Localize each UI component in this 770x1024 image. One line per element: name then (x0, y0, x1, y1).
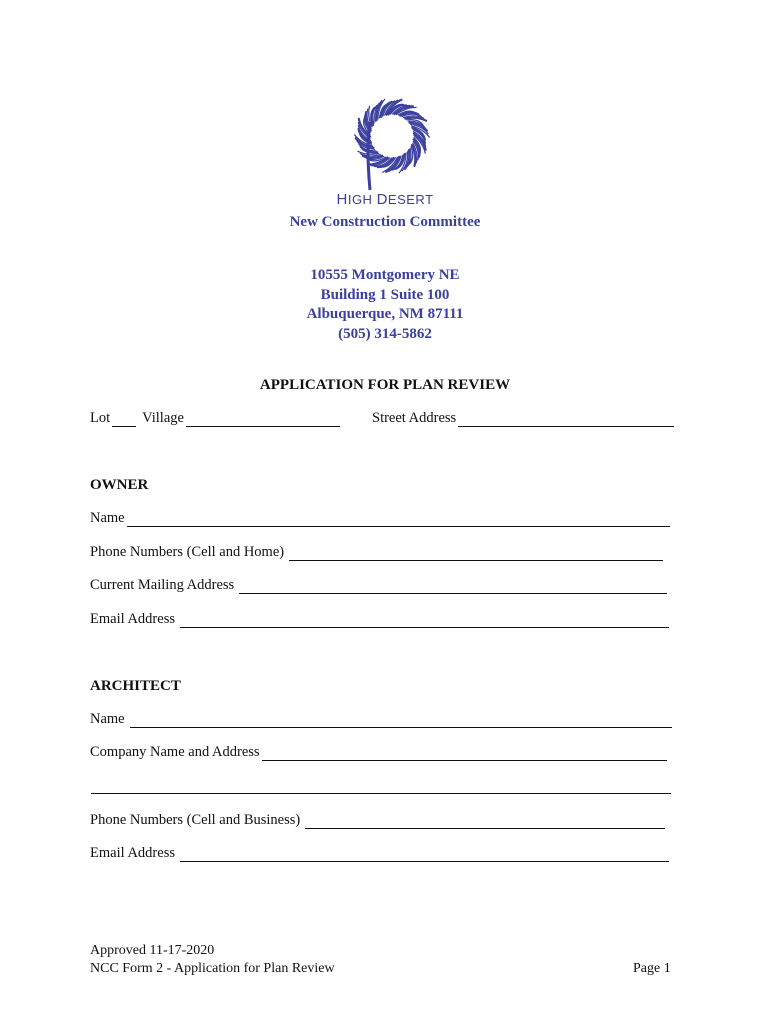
brand-initial-d: D (376, 191, 388, 208)
owner-mailing-row (90, 577, 667, 594)
form-title: APPLICATION FOR PLAN REVIEW (259, 377, 511, 393)
owner-name-label: Name (90, 510, 125, 526)
village-label: Village (142, 410, 184, 426)
brand-word-1: IGH (347, 192, 377, 207)
owner-name-row (90, 510, 670, 527)
high-desert-logo (330, 92, 440, 192)
phone-number: (505) 314-5862 (338, 325, 432, 342)
architect-name-label: Name (90, 711, 125, 727)
address-block (0, 266, 770, 344)
address-line-2: Building 1 Suite 100 (320, 286, 450, 303)
street-address-label: Street Address (372, 410, 457, 426)
architect-email-field[interactable] (180, 847, 669, 862)
owner-mailing-label: Current Mailing Address (90, 577, 235, 593)
architect-phone-row (90, 812, 665, 829)
street-address-field[interactable] (458, 412, 674, 427)
owner-email-label: Email Address (90, 611, 175, 627)
village-field[interactable] (186, 412, 340, 427)
form-name: NCC Form 2 - Application for Plan Review (90, 961, 335, 976)
architect-company-field-line-2[interactable] (91, 793, 671, 794)
owner-heading: OWNER (90, 477, 149, 493)
page-number: Page 1 (633, 961, 671, 976)
architect-heading: ARCHITECT (90, 678, 181, 694)
owner-phone-field[interactable] (289, 546, 663, 561)
brand-name (0, 191, 770, 208)
architect-name-field[interactable] (130, 713, 672, 728)
address-line-1: 10555 Montgomery NE (310, 267, 460, 283)
lot-village-row (90, 410, 340, 427)
owner-mailing-field[interactable] (239, 579, 667, 594)
brand-word-2: ESERT (387, 192, 434, 207)
architect-company-field[interactable] (262, 746, 667, 761)
architect-phone-label: Phone Numbers (Cell and Business) (90, 812, 301, 828)
owner-phone-row (90, 544, 663, 561)
architect-email-label: Email Address (90, 845, 175, 861)
lot-label: Lot (90, 410, 111, 426)
owner-phone-label: Phone Numbers (Cell and Home) (90, 544, 285, 560)
lot-field[interactable] (112, 412, 136, 427)
approved-date: Approved 11-17-2020 (90, 943, 215, 958)
architect-company-label: Company Name and Address (90, 744, 260, 760)
owner-email-row (90, 611, 669, 628)
address-line-3: Albuquerque, NM 87111 (306, 306, 464, 322)
owner-name-field[interactable] (127, 512, 670, 527)
street-row (372, 410, 674, 427)
architect-name-row (90, 711, 672, 728)
architect-phone-field[interactable] (305, 814, 665, 829)
committee-name: New Construction Committee (289, 214, 481, 230)
brand-initial-h: H (336, 191, 348, 208)
footer-left (90, 942, 335, 978)
owner-email-field[interactable] (180, 613, 669, 628)
architect-company-row (90, 744, 667, 761)
architect-email-row (90, 845, 669, 862)
